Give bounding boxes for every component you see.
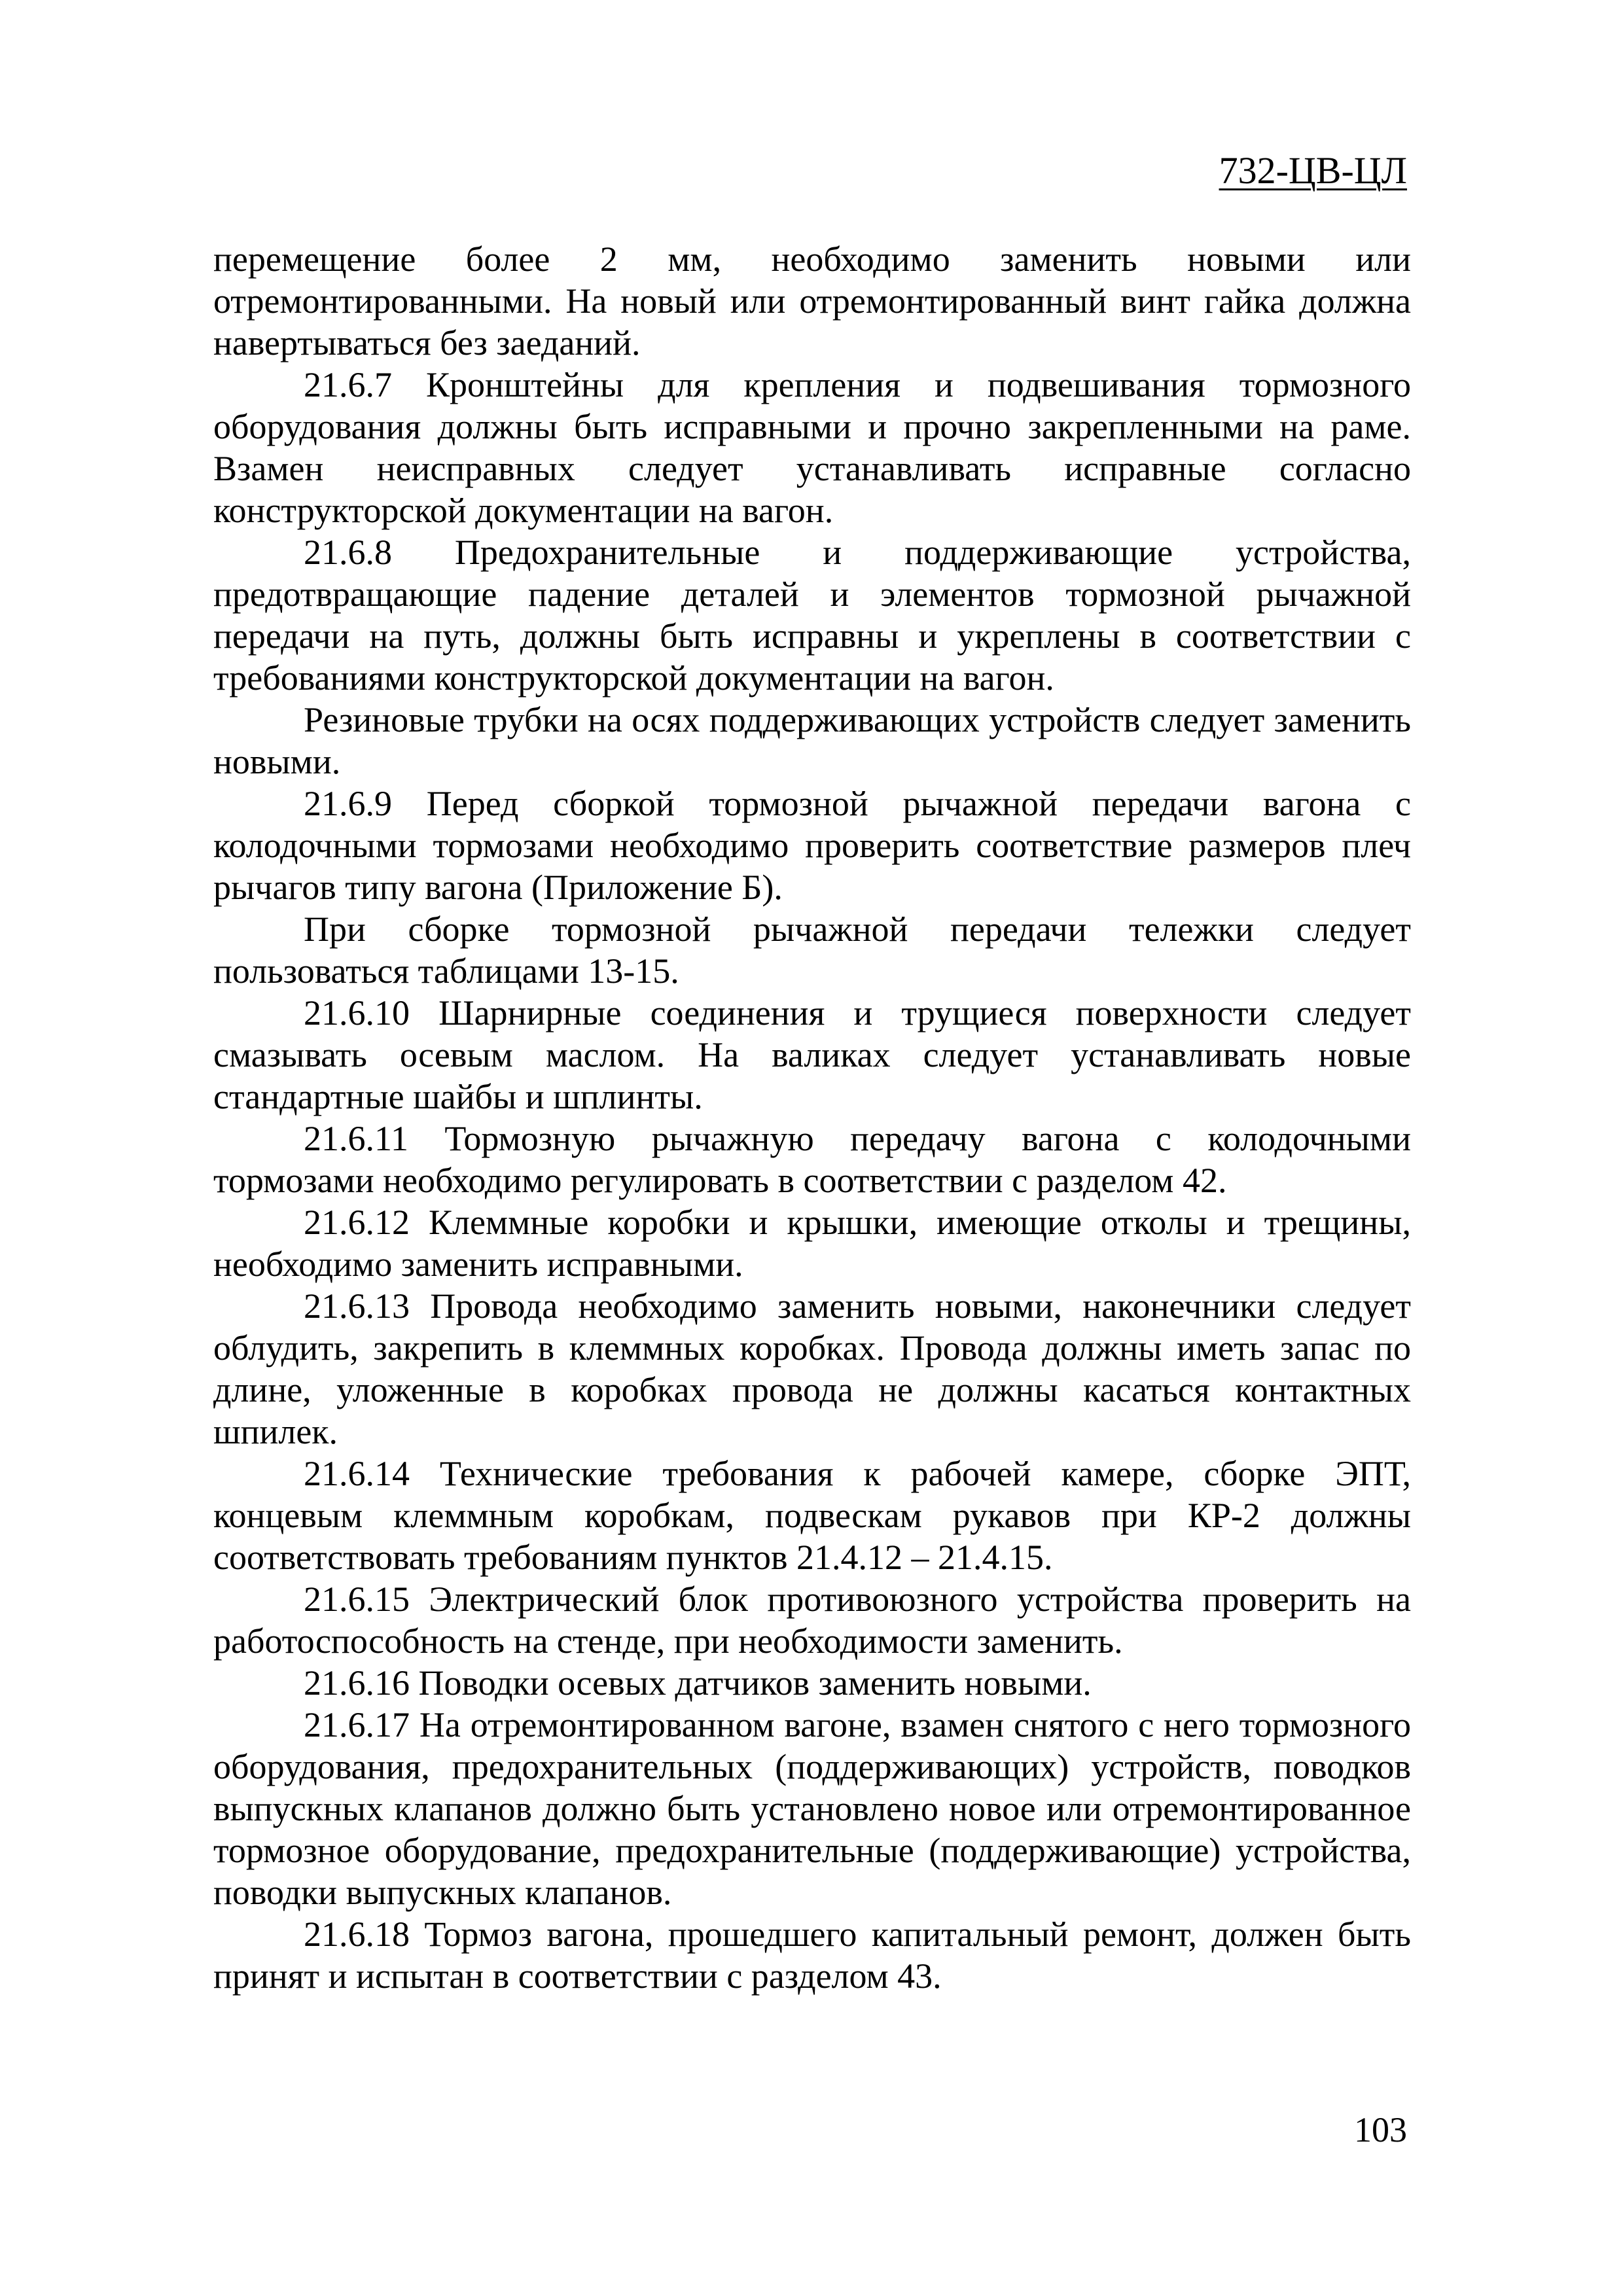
paragraph-21-6-16: 21.6.16 Поводки осевых датчиков заменить новыми. bbox=[304, 1663, 1092, 1703]
page-number: 103 bbox=[1354, 2110, 1407, 2149]
paragraph-21-6-12: 21.6.12 Клеммные коробки и крышки, имеющие отколы и трещины, необходимо заменить исправными. bbox=[213, 1203, 1411, 1284]
paragraph-21-6-13: 21.6.13 Провода необходимо заменить новыми, наконечники следует облудить, закрепить в клеммных коробках. Провода должны иметь запас по длине, уложенные в коробках провода не должны касаться контактных шпилек. bbox=[213, 1286, 1411, 1451]
paragraph-21-6-14: 21.6.14 Технические требования к рабочей камере, сборке ЭПТ, концевым клеммным коробкам, подвескам рукавов при КР-2 должны соответствовать требованиям пунктов 21.4.12 – 21.4.15. bbox=[213, 1454, 1411, 1577]
paragraph-21-6-9: 21.6.9 Перед сборкой тормозной рычажной передачи вагона с колодочными тормозами необходимо проверить соответствие размеров плеч рычагов типу вагона (Приложение Б). bbox=[213, 784, 1411, 907]
paragraph-rubber-tubes: Резиновые трубки на осях поддерживающих устройств следует заменить новыми. bbox=[213, 700, 1411, 781]
paragraph-21-6-15: 21.6.15 Электрический блок противоюзного устройства проверить на работоспособность на стенде, при необходимости заменить. bbox=[213, 1580, 1411, 1661]
paragraph-21-6-10: 21.6.10 Шарнирные соединения и трущиеся поверхности следует смазывать осевым маслом. На валиках следует устанавливать новые стандартные шайбы и шплинты. bbox=[213, 993, 1411, 1116]
document-code: 732-ЦВ-ЦЛ bbox=[1219, 149, 1407, 192]
paragraph-continuation: перемещение более 2 мм, необходимо заменить новыми или отремонтированными. На новый или отремонтированный винт гайка должна навертываться без заеданий. bbox=[213, 239, 1411, 362]
paragraph-bogie-assembly: При сборке тормозной рычажной передачи тележки следует пользоваться таблицами 13-15. bbox=[213, 910, 1411, 991]
paragraph-21-6-7: 21.6.7 Кронштейны для крепления и подвешивания тормозного оборудования должны быть исправными и прочно закрепленными на раме. Взамен неисправных следует устанавливать исправные согласно конструкторской документации на вагон. bbox=[213, 365, 1411, 530]
paragraph-21-6-17: 21.6.17 На отремонтированном вагоне, взамен снятого с него тормозного оборудования, предохранительных (поддерживающих) устройств, поводков выпускных клапанов должно быть установлено новое или отремонтированное тормозное оборудование, предохранительные (поддерживающие) устройства, поводки выпускных клапанов. bbox=[213, 1705, 1411, 1912]
paragraph-21-6-11: 21.6.11 Тормозную рычажную передачу вагона с колодочными тормозами необходимо регулировать в соответствии с разделом 42. bbox=[213, 1119, 1411, 1200]
paragraph-21-6-8: 21.6.8 Предохранительные и поддерживающие устройства, предотвращающие падение деталей и элементов тормозной рычажной передачи на путь, должны быть исправны и укреплены в соответствии с требованиями конструкторской документации на вагон. bbox=[213, 533, 1411, 698]
paragraph-21-6-18: 21.6.18 Тормоз вагона, прошедшего капитальный ремонт, должен быть принят и испытан в соответствии с разделом 43. bbox=[213, 1915, 1411, 1996]
document-body bbox=[213, 238, 1411, 1997]
